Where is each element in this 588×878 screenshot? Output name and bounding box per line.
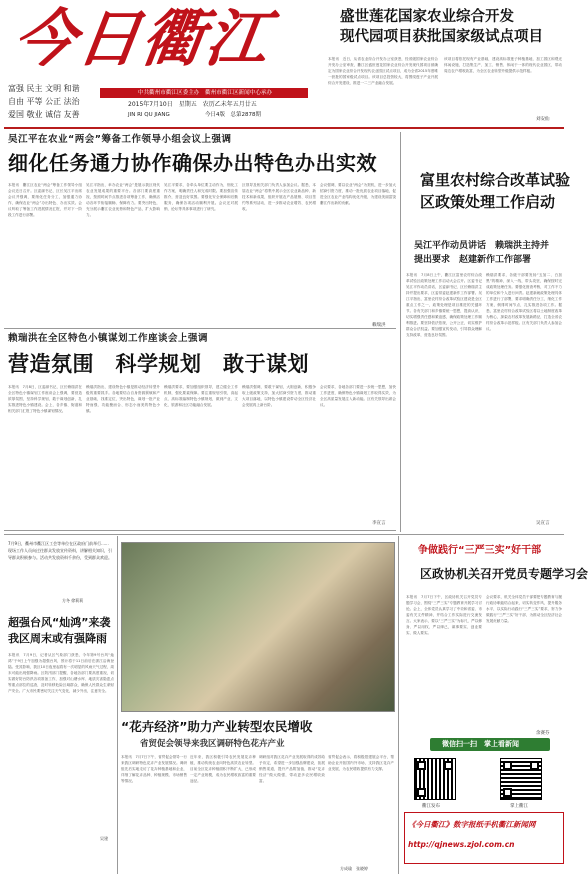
logo-text: 今日衢江 [8, 2, 276, 75]
second-body-col-1: 本报讯 7月8日，区委副书记、区长赖瑞洪在全区特色小镇谋划工作座谈会上强调，要营造浓厚氛围，坚持科学规划，敢于谋划创新，扎实推进特色小镇建设。会上，各乡镇、街道和相关部门汇报了特色小镇谋划情况。 [8, 385, 82, 413]
left-bottom-body: 本报讯 7月9日，记者从区气象部门获悉，今年第9号台风“灿鸿”于9日上午加强为超强台风，预计将于11日前后在浙江沿海登陆。受其影响，我区10日夜里起将有一次明显的风雨天气过程，周末可能出现强降雨。区防汛部门提醒，各地各部门要高度重视，切实做好防台防汛各项准备工作，加强对山塘水库、地质灾害隐患点等重点部位的巡查，及时转移危险区域群众，确保人民群众生命财产安全。广大市民要密切关注天气变化，减少外出，注意安全。 [8, 653, 114, 693]
right-body-col-2: 赖瑞洪要求，各级干部要发扬“五加二、白加黑”的精神，深入一线，带头攻坚，确保按时完成政策处理任务。要强化督查考核，对工作不力的单位和个人进行问责。赵建新就政策处理具体工作进行了部署，要求明确责任分工，细化工作方案，倒排时间节点，扎实推进各项工作。据悉，富里农村综合改革试验区将以土地制度改革为核心，探索农村改革发展新路径，打造全省农村综合改革示范样板。区有关部门负责人参加会议。 [486, 273, 562, 331]
right-story-title-2: 区政策处理工作启动 [420, 193, 556, 211]
top-story-title-1: 盛世莲花国家农业综合开发 [340, 9, 514, 25]
section-divider [4, 534, 564, 535]
qr-right-label: 掌上衢江 [510, 804, 528, 809]
top-story-body: 该项目将依托现有产业基础，建设高标准莲子种植基地、加工园区和观光休闲设施，打造集生产、加工、销售、休闲于一体的现代农业园区，带动周边农户增收致富，为全区农业转型升级提供示范样板。 [444, 57, 562, 73]
column-divider [400, 132, 401, 532]
second-title: 营造氛围 科学规划 敢于谋划 [8, 352, 309, 376]
right-kicker-2: 提出要求 赵建新作工作部署 [414, 255, 532, 265]
qr-code-right[interactable] [500, 758, 542, 800]
second-body-col-4: 赖瑞洪强调，要敢于谋划，大胆创新，积极争取上级政策支持，加大招商引资力度，推动重大项目落地，以特色小镇建设带动全区经济社会发展再上新台阶。 [242, 385, 316, 407]
top-story-byline: 刘安仙 [536, 117, 550, 122]
section-divider [4, 328, 396, 329]
photo-byline: 方成瑜 张晓婷 [340, 866, 368, 871]
lead-byline: 赖瑞洪 [372, 323, 386, 328]
date-line: 2015年7月10日 星期五 农历乙未年五月廿五 [128, 101, 257, 108]
lead-body-col-1: 本报讯 衢江区农业“两会”筹备工作领导小组会议近日召开。区委副书记、区长吴江平出席会议并强调，要细化任务分工，加强通力协作，确保农业“两会”办出特色、办出实效。会议听取了筹备工作进展情况汇报，并对下一阶段工作进行部署。 [8, 183, 82, 217]
mid-right-body-col-2: 会议要求，机关全体党员干部要把专题教育与履行政协职能结合起来，切实转变作风，提升服务水平，以实际行动践行“三严三实”要求，努力争做践行“三严三实”好干部，为推动全区经济社会发展贡献力量。 [486, 595, 562, 623]
photo-body-col-1: 本报讯 7月7日下午，省贸促会领导一行来我区调研特色花卉产业发展情况。调研组先后实地走访了花卉种植基地和企业，详细了解花卉品种、种植规模、市场销售等情况。 [121, 755, 187, 783]
slogan-line: 爱国 敬业 诚信 友善 [8, 110, 80, 119]
right-byline: 吴宣言 [536, 521, 550, 526]
top-story-title-2: 现代园项目获批国家级试点项目 [340, 29, 543, 45]
qr-code-left[interactable] [414, 758, 456, 800]
right-story-title-1: 富里农村综合改革试验 [420, 171, 571, 189]
lead-body-col-4: 区领导及相关部门负责人参加会议。据悉，本届农业“两会”将集中展示全区农业新品种、新技术和新成果，组织开展农产品展销、项目签约等系列活动，进一步推动农业增效、农民增收。 [242, 183, 316, 211]
left-bottom-title-1: 超强台风“灿鸿”来袭 [8, 616, 111, 629]
wechat-label: 微信扫一扫 掌上看新闻 [442, 740, 519, 748]
right-body-col-1: 本报讯 7月8日上午，衢江区富里农村综合改革试验区政策处理工作启动大会召开。区委书记吴江平作动员讲话，区委副书记、区长赖瑞洪主持并提出要求，区委常委赵建新作工作部署。吴江平指出，富里农村综合改革试验区建设是全区重点工作之一，政策处理是项目推进的关键环节。各有关部门和乡镇要统一思想，提高认识，切实增强责任感和紧迫感，确保政策处理工作顺利推进。要坚持依法依规，公开公正，切实维护群众合法权益。要加强宣传发动，引导群众理解支持改革，营造良好氛围。 [406, 273, 482, 337]
qr-left-label: 衢江发布 [422, 804, 440, 809]
photo-body-col-3: 调研组对我区花卉产业发展取得的成效给予肯定，希望进一步加强品牌建设，拓展销售渠道，提升产品附加值，推动“花卉经济”做大做强，带动更多农民增收致富。 [259, 755, 325, 783]
mid-right-title: 区政协机关召开党员专题学习会 [420, 567, 588, 581]
photo-story-subtitle: 省贸促会领导来我区调研特色花卉产业 [140, 739, 285, 749]
photo-body-col-2: 近年来，我区积极引导农民发展花卉种植，推动传统农业向特色高效农业转型。目前全区花卉种植面积不断扩大，已形成一定产业规模，成为农民增收致富的重要途径。 [190, 755, 256, 783]
footer-site-slogan: 《今日衢江》数字报纸手机衢江新闻网 [408, 820, 536, 829]
publisher-line: 中共衢州市衢江区委主办 衢州市衢江区新闻中心承办 [137, 90, 273, 96]
issue-number: 今日4版 总第2878期 [205, 112, 261, 118]
slogan-line: 富强 民主 文明 和谐 [8, 84, 80, 93]
masthead-logo [8, 2, 312, 75]
second-body-col-3: 赖瑞洪要求，要加强组织领导，建立健全工作机制，强化要素保障。要注重规划引领，高起点、高标准编制特色小镇规划，做到产业、文化、旅游和社区功能融合发展。 [164, 385, 238, 407]
masthead-divider [4, 127, 564, 129]
mid-right-body-col-1: 本报讯 7月7日下午，区政协机关召开党员专题学习会，围绕“三严三实”专题教育开展学习讨论。会上，全体党员认真学习了中央和省委、市委有关文件精神，并结合工作实际进行交流发言。大家表示，要以“三严三实”为标尺，严以修身、严以用权、严以律己，谋事要实、创业要实、做人要实。 [406, 595, 482, 635]
second-kicker: 赖瑞洪在全区特色小镇谋划工作座谈会上强调 [8, 333, 209, 344]
section-divider [4, 530, 396, 531]
right-kicker-1: 吴江平作动员讲话 赖瑞洪主持并 [414, 241, 550, 251]
photo-story-title: “花卉经济”助力产业转型农民增收 [121, 719, 313, 734]
story-photo [121, 542, 395, 712]
second-body-col-2: 赖瑞洪指出，建设特色小镇是推动经济转型升级的重要抓手。各地要结合自身资源禀赋和产业基础，找准定位，突出特色，谋划一批产业特而强、功能聚而合、形态小而美的特色小镇。 [86, 385, 160, 413]
top-story-body: 本报讯 近日，从省农业综合开发办公室获悉，经省级国家农业综合开发办公室审查，衢江区盛世莲花国家农业综合开发现代园项目被确定为国家农业综合开发现代农业园区试点项目，成为全省2015年度唯一获批的国家级试点项目。该项目总投资较大，将围绕莲子产业开展综合开发建设，推进一二三产业融合发展。 [328, 57, 438, 85]
footer-url-link[interactable]: http://qjnews.zjol.com.cn [408, 840, 515, 849]
slogan-line: 自由 平等 公正 法治 [8, 97, 80, 106]
second-byline: 李宣言 [372, 521, 386, 526]
left-bottom-byline: 吴建 [100, 836, 108, 841]
second-body-col-5: 会议要求，各地各部门要进一步统一思想，加快工作进度，确保特色小镇谋划工作取得实效，为全区高质量发展注入新动能。区有关领导出席会议。 [320, 385, 396, 407]
masthead-slogans [8, 82, 88, 121]
photo-body-col-4: 省贸促会表示，将积极搭建展会平台，帮助企业开拓国内外市场，支持我区花卉产业发展，为农民增收提供有力支撑。 [328, 755, 394, 771]
lead-kicker: 吴江平在农业“两会”筹备工作领导小组会议上强调 [8, 134, 232, 145]
lead-title: 细化任务通力协作确保办出特色办出实效 [8, 151, 377, 175]
brief-lead: 7月9日，衢州市衢江区工会等单位在区政府门前举行...... [8, 541, 109, 546]
lead-body-col-3: 吴江平要求，各牵头单位要主动作为，细化工作方案，明确责任人和完成时限。要加强宣传推介，营造良好氛围。要强化安全保障和后勤服务，确保各项活动顺利开展。会议还对展销、论坛等具体事项进行了研究。 [164, 183, 238, 211]
brief-text: 7月9日，衢州市衢江区工会等单位在区政府门前举行...... 现场工作人员向过往群众发放宣传资料，讲解相关知识，引导群众积极参与。活动共发放资料千余份，受到群众欢迎。 [8, 541, 112, 560]
left-bottom-title-2: 我区周末或有强降雨 [8, 632, 107, 645]
column-divider [117, 536, 118, 874]
lead-body-col-5: 会议强调，要以农业“两会”为契机，进一步加大招商引资力度，推动一批优质农业项目落地，促进全区农业产业结构优化升级，为建设美丽富饶衢江作出新的贡献。 [320, 183, 396, 205]
mid-right-byline: 余赛芬 [536, 731, 550, 736]
mid-right-kicker: 争做践行“三严三实”好干部 [418, 545, 542, 556]
brief-byline: 方冬 徐莉莉 [62, 598, 84, 603]
lead-body-col-2: 吴江平指出，举办农业“两会”是展示我区现代农业发展成果的重要平台。各部门要高度重视，按照时间节点推进各项筹备工作，确保活动各环节衔接顺畅、保障有力。要突出特色，充分展示衢江农业优势和特色产品，扩大影响力。 [86, 183, 160, 217]
column-divider [398, 536, 399, 874]
pinyin-line: JIN RI QU JIANG [128, 112, 170, 118]
